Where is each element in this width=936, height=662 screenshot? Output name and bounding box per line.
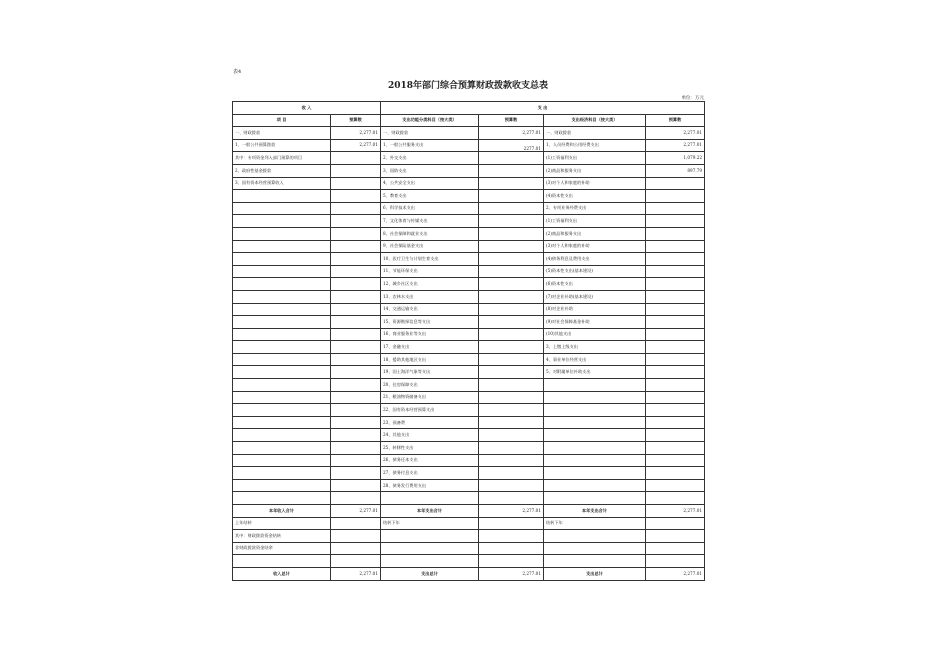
income-item-cell xyxy=(233,429,331,442)
econ-item-cell: (6)资本性支出 xyxy=(544,278,646,291)
income-item-cell xyxy=(233,416,331,429)
income-item-cell xyxy=(233,492,331,505)
page-title: 2018年部门综合预算财政拨款收支总表 xyxy=(387,81,549,91)
budget-cell xyxy=(331,253,381,266)
table-row xyxy=(233,164,705,177)
budget-cell xyxy=(331,303,381,316)
table-row xyxy=(233,152,705,165)
expense-year-label: 本年支出合计 xyxy=(381,505,479,518)
balance-row xyxy=(233,517,705,530)
table-row xyxy=(233,265,705,278)
budget-header: 预算数 xyxy=(646,114,705,127)
table-row xyxy=(233,127,705,140)
income-item-cell xyxy=(233,240,331,253)
table-row xyxy=(233,454,705,467)
budget-cell: 2,277.01 xyxy=(479,127,544,140)
income-item-cell: 其中：专项资金列入部门预算的项目 xyxy=(233,152,331,165)
year-total-row xyxy=(233,505,705,518)
carry-forward-label: 结转下年 xyxy=(381,517,479,530)
budget-cell: 2277.01 xyxy=(479,139,544,152)
func-item-cell: 12、城乡社区支出 xyxy=(381,278,479,291)
table-row xyxy=(233,290,705,303)
budget-cell xyxy=(646,303,705,316)
econ-item-cell: (10)其他支出 xyxy=(544,328,646,341)
budget-cell xyxy=(479,353,544,366)
budget-cell xyxy=(479,290,544,303)
budget-cell xyxy=(331,442,381,455)
func-item-cell: 25、转移性支出 xyxy=(381,442,479,455)
table-row xyxy=(233,177,705,190)
budget-cell xyxy=(646,429,705,442)
budget-cell xyxy=(331,215,381,228)
budget-cell xyxy=(331,492,381,505)
func-item-cell: 10、医疗卫生与计划生育支出 xyxy=(381,253,479,266)
table-row xyxy=(233,139,705,152)
budget-cell xyxy=(331,391,381,404)
func-item-cell: 18、援助其他地区支出 xyxy=(381,353,479,366)
func-item-cell: 22、国有资本经营预算支出 xyxy=(381,404,479,417)
income-total-label: 收入总计 xyxy=(233,567,331,580)
income-item-cell xyxy=(233,366,331,379)
income-year-label: 本年收入合计 xyxy=(233,505,331,518)
fiscal-carry-row xyxy=(233,530,705,543)
income-item-cell xyxy=(233,341,331,354)
econ-item-cell: 一、财政拨款 xyxy=(544,127,646,140)
budget-cell: 897.79 xyxy=(646,164,705,177)
econ-item-cell xyxy=(544,492,646,505)
budget-cell xyxy=(479,492,544,505)
econ-item-cell: (7)对企业补助(基本建设) xyxy=(544,290,646,303)
empty-row xyxy=(233,555,705,568)
econ-item-cell xyxy=(544,479,646,492)
func-item-cell: 24、其他支出 xyxy=(381,429,479,442)
budget-cell xyxy=(646,454,705,467)
budget-cell xyxy=(331,404,381,417)
table-row xyxy=(233,278,705,291)
income-item-cell xyxy=(233,353,331,366)
table-row xyxy=(233,379,705,392)
econ-item-cell: (3)对个人和家庭的补助 xyxy=(544,240,646,253)
econ-item-cell: (8)对企业补助 xyxy=(544,303,646,316)
budget-cell xyxy=(479,152,544,165)
func-item-cell: 3、国防支出 xyxy=(381,164,479,177)
budget-cell xyxy=(331,227,381,240)
budget-cell xyxy=(479,190,544,203)
budget-cell xyxy=(331,429,381,442)
econ-item-cell xyxy=(544,391,646,404)
carry-forward-label-2: 结转下年 xyxy=(544,517,646,530)
table-row xyxy=(233,202,705,215)
income-item-cell xyxy=(233,404,331,417)
income-item-cell xyxy=(233,479,331,492)
econ-item-cell xyxy=(544,454,646,467)
budget-cell xyxy=(331,479,381,492)
budget-cell xyxy=(331,190,381,203)
non-fiscal-label: 非财政拨款资金结余 xyxy=(233,542,331,555)
budget-cell xyxy=(479,265,544,278)
budget-cell xyxy=(646,366,705,379)
budget-cell xyxy=(479,467,544,480)
budget-cell xyxy=(646,467,705,480)
budget-cell xyxy=(646,416,705,429)
budget-cell xyxy=(646,227,705,240)
table-number: 表4 xyxy=(233,69,242,75)
budget-cell xyxy=(479,404,544,417)
budget-cell xyxy=(479,177,544,190)
budget-cell xyxy=(479,227,544,240)
econ-item-cell xyxy=(544,442,646,455)
income-item-cell xyxy=(233,328,331,341)
item-header: 项 目 xyxy=(233,114,331,127)
table-row xyxy=(233,366,705,379)
budget-cell: 2,277.01 xyxy=(331,127,381,140)
func-item-cell: 19、国土海洋气象等支出 xyxy=(381,366,479,379)
expense-total-label: 支出总计 xyxy=(381,567,479,580)
budget-cell xyxy=(646,177,705,190)
econ-item-cell: (1)工资福利支出 xyxy=(544,215,646,228)
budget-cell xyxy=(331,416,381,429)
budget-cell xyxy=(479,479,544,492)
func-item-cell: 6、科学技术支出 xyxy=(381,202,479,215)
income-item-cell: 2、政府性基金拨款 xyxy=(233,164,331,177)
func-item-cell: 23、预备费 xyxy=(381,416,479,429)
income-item-cell xyxy=(233,265,331,278)
table-row xyxy=(233,479,705,492)
income-item-cell xyxy=(233,316,331,329)
table-row xyxy=(233,353,705,366)
econ-class-header: 支出经济科目（按大类） xyxy=(544,114,646,127)
income-item-cell xyxy=(233,391,331,404)
table-row xyxy=(233,492,705,505)
income-item-cell xyxy=(233,442,331,455)
budget-cell xyxy=(331,265,381,278)
func-item-cell: 26、债务还本支出 xyxy=(381,454,479,467)
table-row xyxy=(233,253,705,266)
budget-cell xyxy=(331,177,381,190)
budget-cell xyxy=(646,353,705,366)
econ-total-value: 2,277.01 xyxy=(646,567,705,580)
budget-cell xyxy=(331,353,381,366)
budget-cell xyxy=(479,328,544,341)
budget-cell xyxy=(331,202,381,215)
income-item-cell xyxy=(233,303,331,316)
budget-cell xyxy=(646,328,705,341)
income-item-cell: 1、一般公共预算拨款 xyxy=(233,139,331,152)
budget-header: 预算数 xyxy=(479,114,544,127)
func-item-cell: 7、文化体育与传媒支出 xyxy=(381,215,479,228)
econ-item-cell: (5)资本性支出(基本建设) xyxy=(544,265,646,278)
budget-cell: 1,079.22 xyxy=(646,152,705,165)
table-row xyxy=(233,341,705,354)
econ-item-cell: (4)资本性支出 xyxy=(544,190,646,203)
expense-header: 支 出 xyxy=(381,102,705,115)
econ-item-cell xyxy=(544,379,646,392)
func-item-cell: 1、一般公共服务支出 xyxy=(381,139,479,152)
income-item-cell xyxy=(233,290,331,303)
econ-item-cell xyxy=(544,404,646,417)
income-item-cell xyxy=(233,227,331,240)
table-row xyxy=(233,240,705,253)
table-row xyxy=(233,328,705,341)
budget-cell: 2,277.01 xyxy=(646,127,705,140)
budget-cell xyxy=(479,164,544,177)
budget-cell xyxy=(646,379,705,392)
income-item-cell xyxy=(233,278,331,291)
econ-item-cell: 2、专项业务经费支出 xyxy=(544,202,646,215)
econ-year-label: 本年支出合计 xyxy=(544,505,646,518)
budget-cell xyxy=(646,278,705,291)
func-item-cell: 27、债务付息支出 xyxy=(381,467,479,480)
budget-cell xyxy=(646,341,705,354)
income-item-cell xyxy=(233,202,331,215)
func-item-cell: 20、住房保障支出 xyxy=(381,379,479,392)
expense-year-value: 2,277.01 xyxy=(479,505,544,518)
func-item-cell: 14、交通运输支出 xyxy=(381,303,479,316)
econ-item-cell: 4、事业单位经营支出 xyxy=(544,353,646,366)
budget-cell xyxy=(479,442,544,455)
income-item-cell xyxy=(233,454,331,467)
func-item-cell: 16、商业服务业等支出 xyxy=(381,328,479,341)
func-item-cell xyxy=(381,492,479,505)
budget-cell: 2,277.01 xyxy=(646,139,705,152)
budget-cell xyxy=(479,429,544,442)
table-row xyxy=(233,391,705,404)
budget-cell xyxy=(646,290,705,303)
func-item-cell: 5、教育支出 xyxy=(381,190,479,203)
budget-cell xyxy=(479,454,544,467)
income-item-cell xyxy=(233,215,331,228)
table-row xyxy=(233,467,705,480)
table-row xyxy=(233,227,705,240)
table-row xyxy=(233,416,705,429)
budget-table xyxy=(232,101,705,581)
income-item-cell xyxy=(233,379,331,392)
func-item-cell: 9、社会保险基金支出 xyxy=(381,240,479,253)
budget-cell: 2,277.01 xyxy=(331,139,381,152)
unit-label: 单位：万元 xyxy=(681,96,704,101)
func-item-cell: 2、外交支出 xyxy=(381,152,479,165)
table-row xyxy=(233,316,705,329)
budget-cell xyxy=(331,164,381,177)
econ-item-cell: (2)商品和服务支出 xyxy=(544,227,646,240)
prev-balance-label: 上年结转 xyxy=(233,517,331,530)
budget-cell xyxy=(331,240,381,253)
budget-cell xyxy=(479,391,544,404)
income-item-cell: 一、财政拨款 xyxy=(233,127,331,140)
budget-cell xyxy=(479,379,544,392)
budget-cell xyxy=(331,316,381,329)
budget-cell xyxy=(479,303,544,316)
budget-header: 预算数 xyxy=(331,114,381,127)
expense-total-value: 2,277.01 xyxy=(479,567,544,580)
table-row xyxy=(233,190,705,203)
table-row xyxy=(233,215,705,228)
func-item-cell: 11、节能环保支出 xyxy=(381,265,479,278)
econ-item-cell xyxy=(544,467,646,480)
income-item-cell xyxy=(233,190,331,203)
budget-cell xyxy=(646,265,705,278)
econ-item-cell: (4)债务利息及费用支出 xyxy=(544,253,646,266)
income-item-cell xyxy=(233,467,331,480)
header-row-1 xyxy=(233,102,705,115)
func-item-cell: 17、金融支出 xyxy=(381,341,479,354)
econ-item-cell: (1)工资福利支出 xyxy=(544,152,646,165)
budget-cell xyxy=(646,404,705,417)
budget-cell xyxy=(331,290,381,303)
income-total-value: 2,277.01 xyxy=(331,567,381,580)
econ-item-cell xyxy=(544,416,646,429)
budget-cell xyxy=(479,253,544,266)
budget-cell xyxy=(331,467,381,480)
table-row xyxy=(233,429,705,442)
budget-cell xyxy=(479,215,544,228)
econ-item-cell: (2)商品和服务支出 xyxy=(544,164,646,177)
non-fiscal-row xyxy=(233,542,705,555)
econ-item-cell: 5、对附属单位补助支出 xyxy=(544,366,646,379)
budget-cell xyxy=(331,454,381,467)
budget-cell xyxy=(646,202,705,215)
budget-cell xyxy=(646,190,705,203)
budget-cell xyxy=(646,215,705,228)
budget-cell xyxy=(331,341,381,354)
budget-cell xyxy=(479,240,544,253)
func-item-cell: 13、农林水支出 xyxy=(381,290,479,303)
budget-cell xyxy=(479,202,544,215)
econ-item-cell: 1、人员经费和公用经费支出 xyxy=(544,139,646,152)
budget-cell xyxy=(646,253,705,266)
budget-cell xyxy=(331,152,381,165)
func-item-cell: 28、债务发行费用支出 xyxy=(381,479,479,492)
table-row xyxy=(233,303,705,316)
budget-cell xyxy=(646,479,705,492)
budget-cell xyxy=(479,316,544,329)
budget-cell xyxy=(646,240,705,253)
budget-cell xyxy=(331,278,381,291)
income-year-value: 2,277.01 xyxy=(331,505,381,518)
func-item-cell: 15、资源勘探信息等支出 xyxy=(381,316,479,329)
func-class-header: 支出功能分类科目（按大类） xyxy=(381,114,479,127)
func-item-cell: 21、粮油物资储备支出 xyxy=(381,391,479,404)
budget-cell xyxy=(331,366,381,379)
econ-item-cell: 3、上缴上级支出 xyxy=(544,341,646,354)
econ-total-label: 支出总计 xyxy=(544,567,646,580)
budget-cell xyxy=(646,316,705,329)
func-item-cell: 一、财政拨款 xyxy=(381,127,479,140)
budget-cell xyxy=(331,379,381,392)
income-item-cell: 3、国有资本经营预算收入 xyxy=(233,177,331,190)
budget-cell xyxy=(646,391,705,404)
income-header: 收 入 xyxy=(233,102,381,115)
of-which-label: 其中：财政拨款资金结转 xyxy=(233,530,331,543)
econ-item-cell xyxy=(544,429,646,442)
budget-cell xyxy=(479,366,544,379)
table-row xyxy=(233,404,705,417)
header-row-2 xyxy=(233,114,705,127)
grand-total-row xyxy=(233,567,705,580)
func-item-cell: 4、公共安全支出 xyxy=(381,177,479,190)
budget-cell xyxy=(479,416,544,429)
income-item-cell xyxy=(233,253,331,266)
budget-cell xyxy=(646,492,705,505)
func-item-cell: 8、社会保障和就业支出 xyxy=(381,227,479,240)
budget-cell xyxy=(646,442,705,455)
econ-item-cell: (3)对个人和家庭的补助 xyxy=(544,177,646,190)
table-row xyxy=(233,442,705,455)
budget-cell xyxy=(331,328,381,341)
econ-item-cell: (9)对社会保障基金补助 xyxy=(544,316,646,329)
budget-cell xyxy=(479,278,544,291)
budget-cell xyxy=(479,341,544,354)
econ-year-value: 2,277.01 xyxy=(646,505,705,518)
